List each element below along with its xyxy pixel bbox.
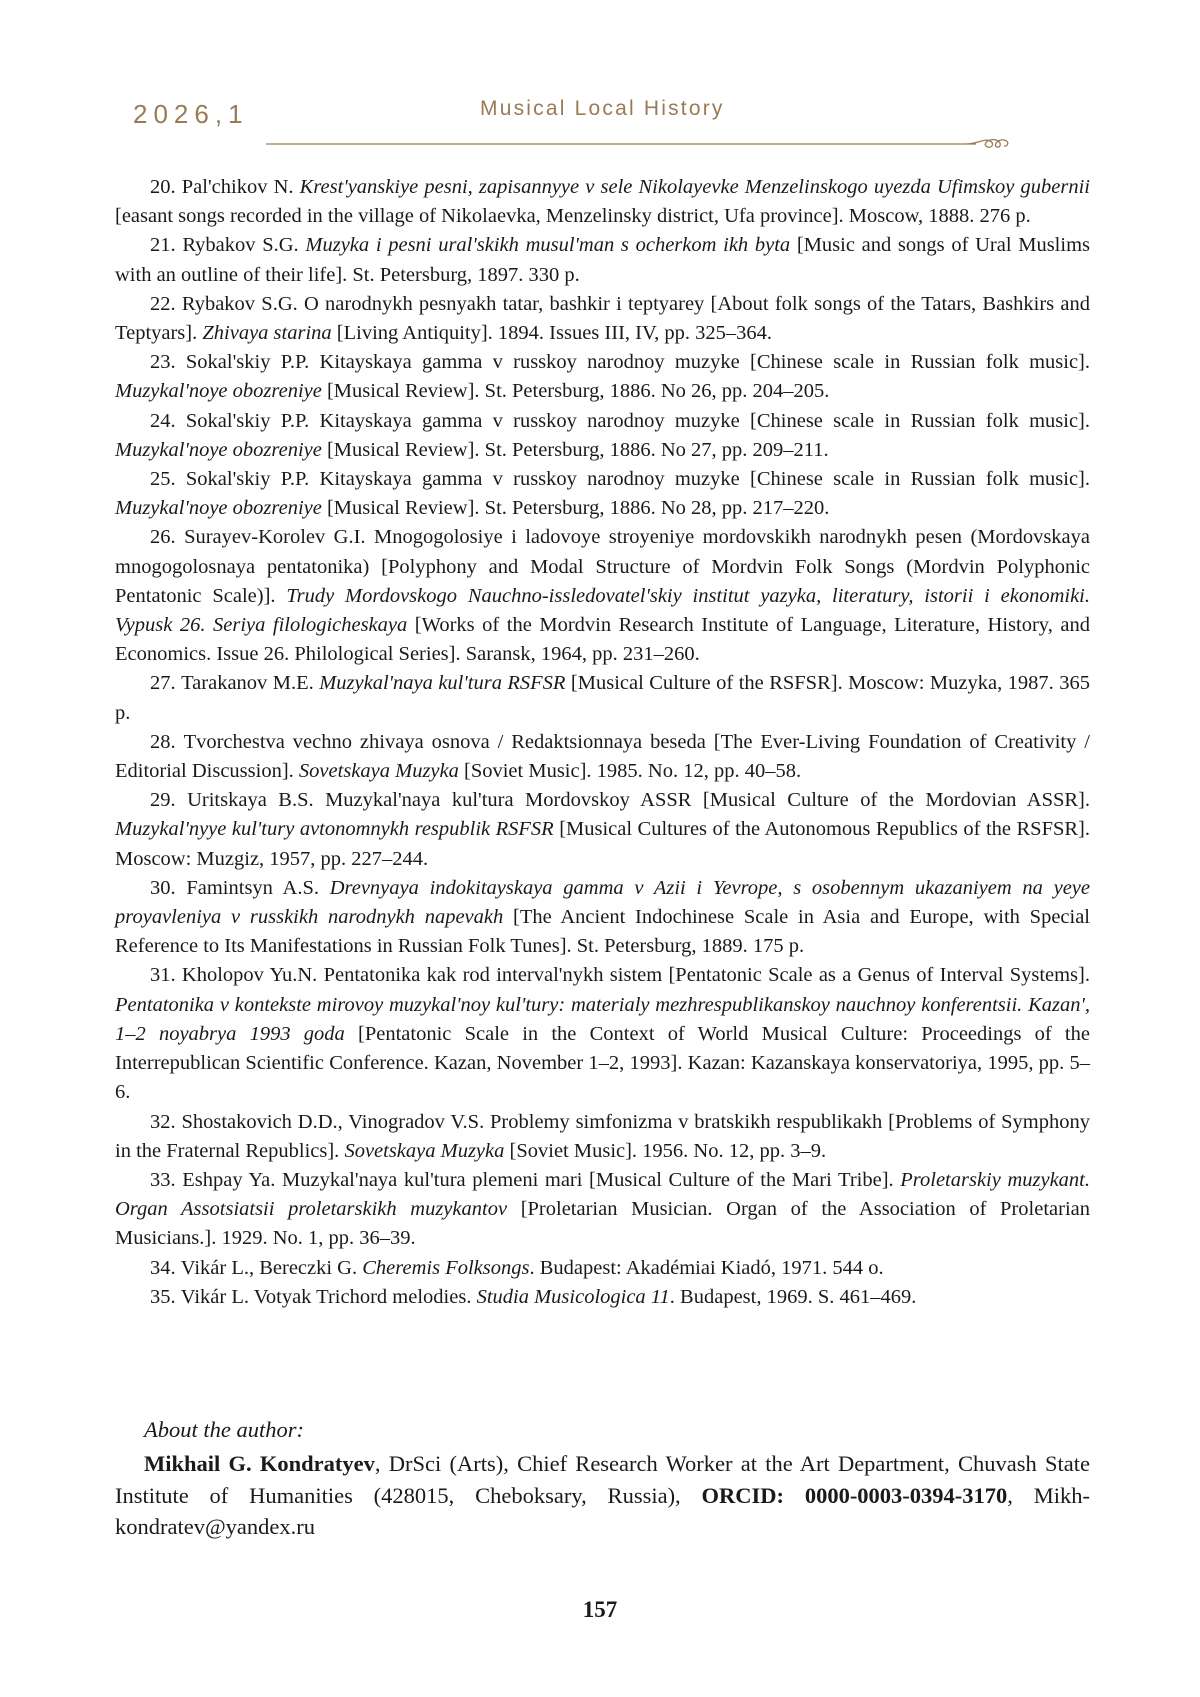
reference-title: Trudy Mordovskogo Nauchno-issledovatel'skiy institut yazyka, literatury, istorii i ekonomiki. Vypusk 26. Seriya filologicheskaya (115, 584, 1090, 637)
reference-title: Krest'yanskiye pesni, zapisannyye v sele Nikolayevke Menzelinskogo uyezda Ufimskoy gubernii (299, 176, 1090, 198)
reference-item (115, 465, 1090, 523)
reference-title: Cheremis Folksongs (362, 1256, 530, 1279)
reference-text: [Works of the Mordvin Research Institute of Language, Literature, History, and Economics. Issue 26. Philological Series]. Saransk, 1964, pp. 231–260. (115, 614, 1090, 666)
reference-text: [Music and songs of Ural Muslims with an outline of their life]. St. Petersburg, 1897. 330 p. (115, 234, 1090, 286)
reference-item (115, 1254, 1090, 1283)
reference-title: Muzykal'noye obozreniye (115, 438, 322, 461)
page-number: 157 (582, 1597, 618, 1622)
reference-item (115, 669, 1090, 727)
reference-number: 32. (150, 1110, 176, 1133)
reference-item (115, 786, 1090, 874)
reference-title: Pentatonika v kontekste mirovoy muzykal'noy kul'tury: materialy mezhrespublikanskoy nauchnoy konferentsii. Kazan', 1–2 noyabrya 1993 goda (115, 993, 1090, 1045)
reference-number: 26. (150, 526, 176, 549)
about-author-section (115, 1415, 1090, 1543)
reference-number: 25. (150, 468, 176, 491)
reference-text: [Musical Cultures of the Autonomous Republics of the RSFSR]. Moscow: Muzgiz, 1957, pp. 227–244. (115, 818, 1090, 870)
reference-number: 31. (150, 964, 176, 987)
reference-text: Kholopov Yu.N. Pentatonika kak rod interval'nykh sistem [Pentatonic Scale as a Genus of Interval Systems]. (181, 964, 1090, 987)
reference-text: [Soviet Music]. 1985. No. 12, pp. 40–58. (458, 760, 802, 783)
reference-number: 24. (150, 409, 176, 432)
reference-item (115, 874, 1090, 962)
reference-text: [Musical Review]. St. Petersburg, 1886. No 26, pp. 204–205. (321, 380, 830, 403)
reference-text: [Living Antiquity]. 1894. Issues III, IV, pp. 325–364. (331, 322, 773, 345)
reference-text: Surayev-Korolev G.I. Mnogogolosiye i ladovoye stroyeniye mordovskikh narodnykh pesen (Mordovskaya mnogogolosnaya pentatonika) [Polyphony and Modal Structure of Mordvin Folk Songs (Mordvin Polyphonic Pentatonic Scale)]. (115, 526, 1091, 607)
author-orcid: ORCID: 0000-0003-0394-3170 (701, 1482, 1008, 1508)
reference-text: . Budapest, 1969. S. 461–469. (669, 1285, 917, 1308)
reference-number: 21. (150, 234, 176, 257)
reference-title: Muzykal'nyye kul'tury avtonomnykh respublik RSFSR (115, 818, 554, 841)
header-rule-ornament (266, 134, 1046, 150)
reference-title: Zhivaya starina (202, 322, 332, 345)
reference-title: Muzykal'noye obozreniye (115, 497, 322, 520)
author-name: Mikhail G. Kondratyev (144, 1451, 375, 1476)
reference-text: [Pentatonic Scale in the Context of World Musical Culture: Proceedings of the Interrepublican Scientific Conference. Kazan, November 1–2, 1993]. Kazan: Kazanskaya konservatoriya, 1995, pp. 5–6. (115, 1022, 1090, 1104)
reference-number: 28. (150, 730, 176, 753)
reference-text: Uritskaya B.S. Muzykal'naya kul'tura Mordovskoy ASSR [Musical Culture of the Mordovian ASSR]. (187, 789, 1090, 812)
reference-text: Sokal'skiy P.P. Kitayskaya gamma v russkoy narodnoy muzyke [Chinese scale in Russian folk music]. (185, 409, 1091, 432)
reference-text: Famintsyn A.S. (186, 876, 330, 899)
reference-item (115, 407, 1090, 465)
author-info (115, 1448, 1090, 1543)
page-header (0, 0, 1200, 150)
reference-item (115, 1108, 1090, 1166)
reference-text: [easant songs recorded in the village of Nikolaevka, Menzelinsky district, Ufa province]. Moscow, 1888. 276 p. (115, 205, 1031, 228)
reference-number: 27. (150, 672, 176, 695)
about-author-label: About the author: (144, 1417, 304, 1442)
reference-number: 22. (150, 292, 176, 315)
reference-text: Shostakovich D.D., Vinogradov V.S. Problemy simfonizma v bratskikh respublikakh [Problems of Symphony in the Fraternal Republics]. (115, 1110, 1091, 1162)
reference-item (115, 1166, 1090, 1254)
reference-title: Proletarskiy muzykant. Organ Assotsiatsii proletarskikh muzykantov (115, 1168, 1090, 1221)
journal-title: Musical Local History (480, 97, 725, 120)
reference-item (115, 231, 1090, 289)
reference-item (115, 348, 1090, 406)
reference-text: Tarakanov M.E. (181, 672, 320, 695)
reference-title: Muzykal'naya kul'tura RSFSR (319, 672, 566, 695)
reference-item (115, 728, 1090, 786)
reference-item (115, 1283, 1090, 1312)
reference-text: Rybakov S.G. O narodnykh pesnyakh tatar, bashkir i teptyarey [About folk songs of the Tatars, Bashkirs and Teptyars]. (115, 292, 1090, 345)
reference-item (115, 523, 1090, 669)
reference-text: Pal'chikov N. (181, 176, 300, 198)
reference-number: 23. (150, 351, 176, 374)
reference-number: 29. (150, 789, 176, 812)
reference-title: Muzykal'noye obozreniye (115, 380, 322, 403)
reference-number: 35. (150, 1285, 176, 1308)
reference-text: Sokal'skiy P.P. Kitayskaya gamma v russkoy narodnoy muzyke [Chinese scale in Russian folk music]. (185, 351, 1091, 374)
reference-title: Muzyka i pesni ural'skikh musul'man s ocherkom ikh byta (305, 234, 791, 257)
reference-text: [Proletarian Musician. Organ of the Association of Proletarian Musicians.]. 1929. No. 1, pp. 36–39. (115, 1198, 1090, 1250)
issue-number: 2026,1 (133, 99, 249, 129)
reference-number: 20. (150, 176, 176, 198)
reference-text: Eshpay Ya. Muzykal'naya kul'tura plemeni mari [Musical Culture of the Mari Tribe]. (182, 1168, 901, 1191)
reference-text: Vikár L., Bereczki G. (180, 1256, 363, 1279)
author-affiliation: , DrSci (Arts), Chief Research Worker at the Art Department, Chuvash State Institute of Humanities (428015, Cheboksary, Russia), (115, 1451, 1090, 1508)
reference-title: Sovetskaya Muzyka (344, 1139, 505, 1162)
reference-text: [Musical Culture of the RSFSR]. Moscow: Muzyka, 1987. 365 p. (115, 672, 1091, 724)
reference-text: . Budapest: Akadémiai Kiadó, 1971. 544 o. (529, 1256, 884, 1279)
reference-text: [Musical Review]. St. Petersburg, 1886. No 28, pp. 217–220. (321, 497, 830, 520)
reference-text: [Musical Review]. St. Petersburg, 1886. No 27, pp. 209–211. (321, 438, 829, 461)
reference-text: Sokal'skiy P.P. Kitayskaya gamma v russkoy narodnoy muzyke [Chinese scale in Russian folk music]. (185, 468, 1091, 491)
reference-title: Studia Musicologica 11 (476, 1285, 670, 1308)
reference-number: 33. (150, 1168, 176, 1191)
reference-text: [Soviet Music]. 1956. No. 12, pp. 3–9. (504, 1139, 827, 1162)
reference-list (115, 173, 1090, 1312)
reference-title: Sovetskaya Muzyka (298, 760, 459, 783)
reference-number: 34. (150, 1256, 176, 1279)
reference-item (115, 173, 1090, 231)
reference-text: Tvorchestva vechno zhivaya osnova / Redaktsionnaya beseda [The Ever-Living Foundation of Creativity / Editorial Discussion]. (115, 730, 1091, 783)
reference-text: [The Ancient Indochinese Scale in Asia and Europe, with Special Reference to Its Manifestations in Russian Folk Tunes]. St. Petersburg, 1889. 175 p. (115, 906, 1091, 958)
reference-item (115, 961, 1090, 1107)
reference-item (115, 290, 1090, 348)
reference-number: 30. (150, 876, 176, 899)
author-email: , Mikh-kondratev@yandex.ru (115, 1482, 1090, 1539)
reference-title: Drevnyaya indokitayskaya gamma v Azii i Yevrope, s osobennym ukazaniyem na yeye proyavleniya v russkikh narodnykh napevakh (115, 876, 1091, 929)
reference-text: Vikár L. Votyak Trichord melodies. (180, 1285, 477, 1308)
reference-text: Rybakov S.G. (182, 234, 306, 257)
